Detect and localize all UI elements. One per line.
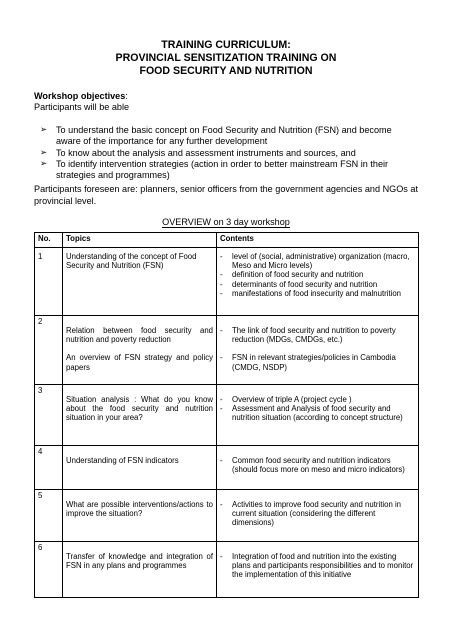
content-text: level of (social, administrative) organization (macro, Meso and Micro levels) [232, 252, 410, 271]
row-number: 5 [35, 490, 63, 542]
topic-text: Understanding of the concept of Food Security and Nutrition (FSN) [66, 252, 197, 271]
header-no: No. [35, 233, 63, 248]
objective-text: To identify intervention strategies (action in order to better mainstream FSN in their strategies and programmes) [56, 158, 389, 181]
dash-marker: - [220, 395, 223, 404]
content-item [220, 353, 415, 371]
content-text: Overview of triple A (project cycle ) [232, 395, 352, 404]
title-line-2: PROVINCIAL SENSITIZATION TRAINING ON [115, 52, 337, 64]
objectives-heading-line [34, 91, 128, 103]
overview-title [0, 217, 452, 227]
objective-item [40, 125, 412, 148]
title-line-1: TRAINING CURRICULUM: [161, 39, 291, 51]
dash-marker: - [220, 288, 223, 298]
contents-cell [217, 316, 419, 385]
content-item [220, 280, 415, 289]
content-item [220, 500, 415, 528]
topic-text: An overview of FSN strategy and policy papers [66, 353, 213, 372]
content-text: Common food security and nutrition indicators (should focus more on meso and micro indicators) [232, 456, 405, 475]
content-item [220, 289, 415, 298]
dash-marker: - [220, 500, 223, 509]
topic-cell [63, 542, 217, 598]
topic-cell [63, 248, 217, 316]
arrow-bullet-icon: ➢ [40, 147, 48, 158]
contents-cell [217, 385, 419, 446]
row-number: 6 [35, 542, 63, 598]
table-row [35, 316, 419, 385]
contents-cell [217, 248, 419, 316]
contents-cell [217, 446, 419, 490]
topic-text: Transfer of knowledge and integration of FSN in any plans and programmes [66, 552, 213, 571]
dash-marker: - [220, 279, 223, 289]
content-text: Activities to improve food security and nutrition in current situation (considering the different dimensions) [232, 500, 402, 528]
topic-cell [63, 385, 217, 446]
content-text: determinants of food security and nutrition [232, 279, 378, 289]
table-row [35, 490, 419, 542]
topic-text: What are possible interventions/actions to improve the situation? [66, 500, 213, 519]
row-number: 4 [35, 446, 63, 490]
topic-text: Relation between food security and nutrition and poverty reduction [66, 326, 213, 345]
content-item [220, 395, 415, 404]
dash-marker: - [220, 353, 223, 363]
dash-marker: - [220, 404, 223, 414]
objective-item [40, 148, 412, 159]
dash-marker: - [220, 552, 223, 561]
topic-text: Situation analysis : What do you know about the food security and nutrition situation in your area? [66, 395, 213, 423]
participants-paragraph: Participants foreseen are: planners, senior officers from the government agencies and NGOs at provincial level. [34, 184, 418, 206]
objective-item [40, 159, 412, 182]
table-row [35, 446, 419, 490]
topic-cell [63, 446, 217, 490]
content-item [220, 270, 415, 279]
table-row [35, 248, 419, 316]
content-text: The link of food security and nutrition to poverty reduction (MDGs, CMDGs, etc.) [232, 326, 396, 345]
title-line-3: FOOD SECURITY AND NUTRITION [139, 65, 313, 77]
content-item [220, 404, 415, 422]
header-contents: Contents [217, 233, 419, 248]
content-item [220, 326, 415, 344]
overview-title-text: OVERVIEW on 3 day workshop [162, 217, 290, 227]
content-text: definition of food security and nutrition [232, 270, 364, 280]
content-item [220, 456, 415, 474]
dash-marker: - [220, 326, 223, 335]
overview-table [34, 232, 419, 598]
header-topics: Topics [63, 233, 217, 248]
objectives-intro: Participants will be able [34, 102, 130, 112]
contents-cell [217, 490, 419, 542]
objectives-heading: Workshop objectives [34, 91, 126, 101]
content-text: FSN in relevant strategies/policies in Cambodia (CMDG, NSDP) [232, 353, 396, 372]
content-text: Assessment and Analysis of food security and nutrition situation (according to concept structure) [232, 404, 403, 423]
contents-cell [217, 542, 419, 598]
row-number: 3 [35, 385, 63, 446]
row-number: 2 [35, 316, 63, 385]
dash-marker: - [220, 270, 223, 280]
objective-text: To know about the analysis and assessment instruments and sources, and [56, 147, 356, 158]
dash-marker: - [220, 252, 223, 261]
content-item [220, 552, 415, 580]
content-item [220, 252, 415, 270]
row-number: 1 [35, 248, 63, 316]
arrow-bullet-icon: ➢ [40, 158, 48, 169]
table-header-row [35, 233, 419, 248]
content-text: Integration of food and nutrition into the existing plans and participants responsibilities and to monitor the implementation of this initiative [232, 552, 414, 580]
dash-marker: - [220, 456, 223, 465]
topic-cell [63, 490, 217, 542]
arrow-bullet-icon: ➢ [40, 125, 48, 135]
objectives-heading-colon: : [125, 91, 128, 101]
topic-cell [63, 316, 217, 385]
objective-text: To understand the basic concept on Food Security and Nutrition (FSN) and become aware of the importance for any further development [56, 125, 392, 147]
topic-text: Understanding of FSN indicators [66, 456, 179, 465]
table-row [35, 385, 419, 446]
content-text: manifestations of food insecurity and malnutrition [232, 288, 402, 298]
objectives-list [40, 125, 412, 181]
table-row [35, 542, 419, 598]
